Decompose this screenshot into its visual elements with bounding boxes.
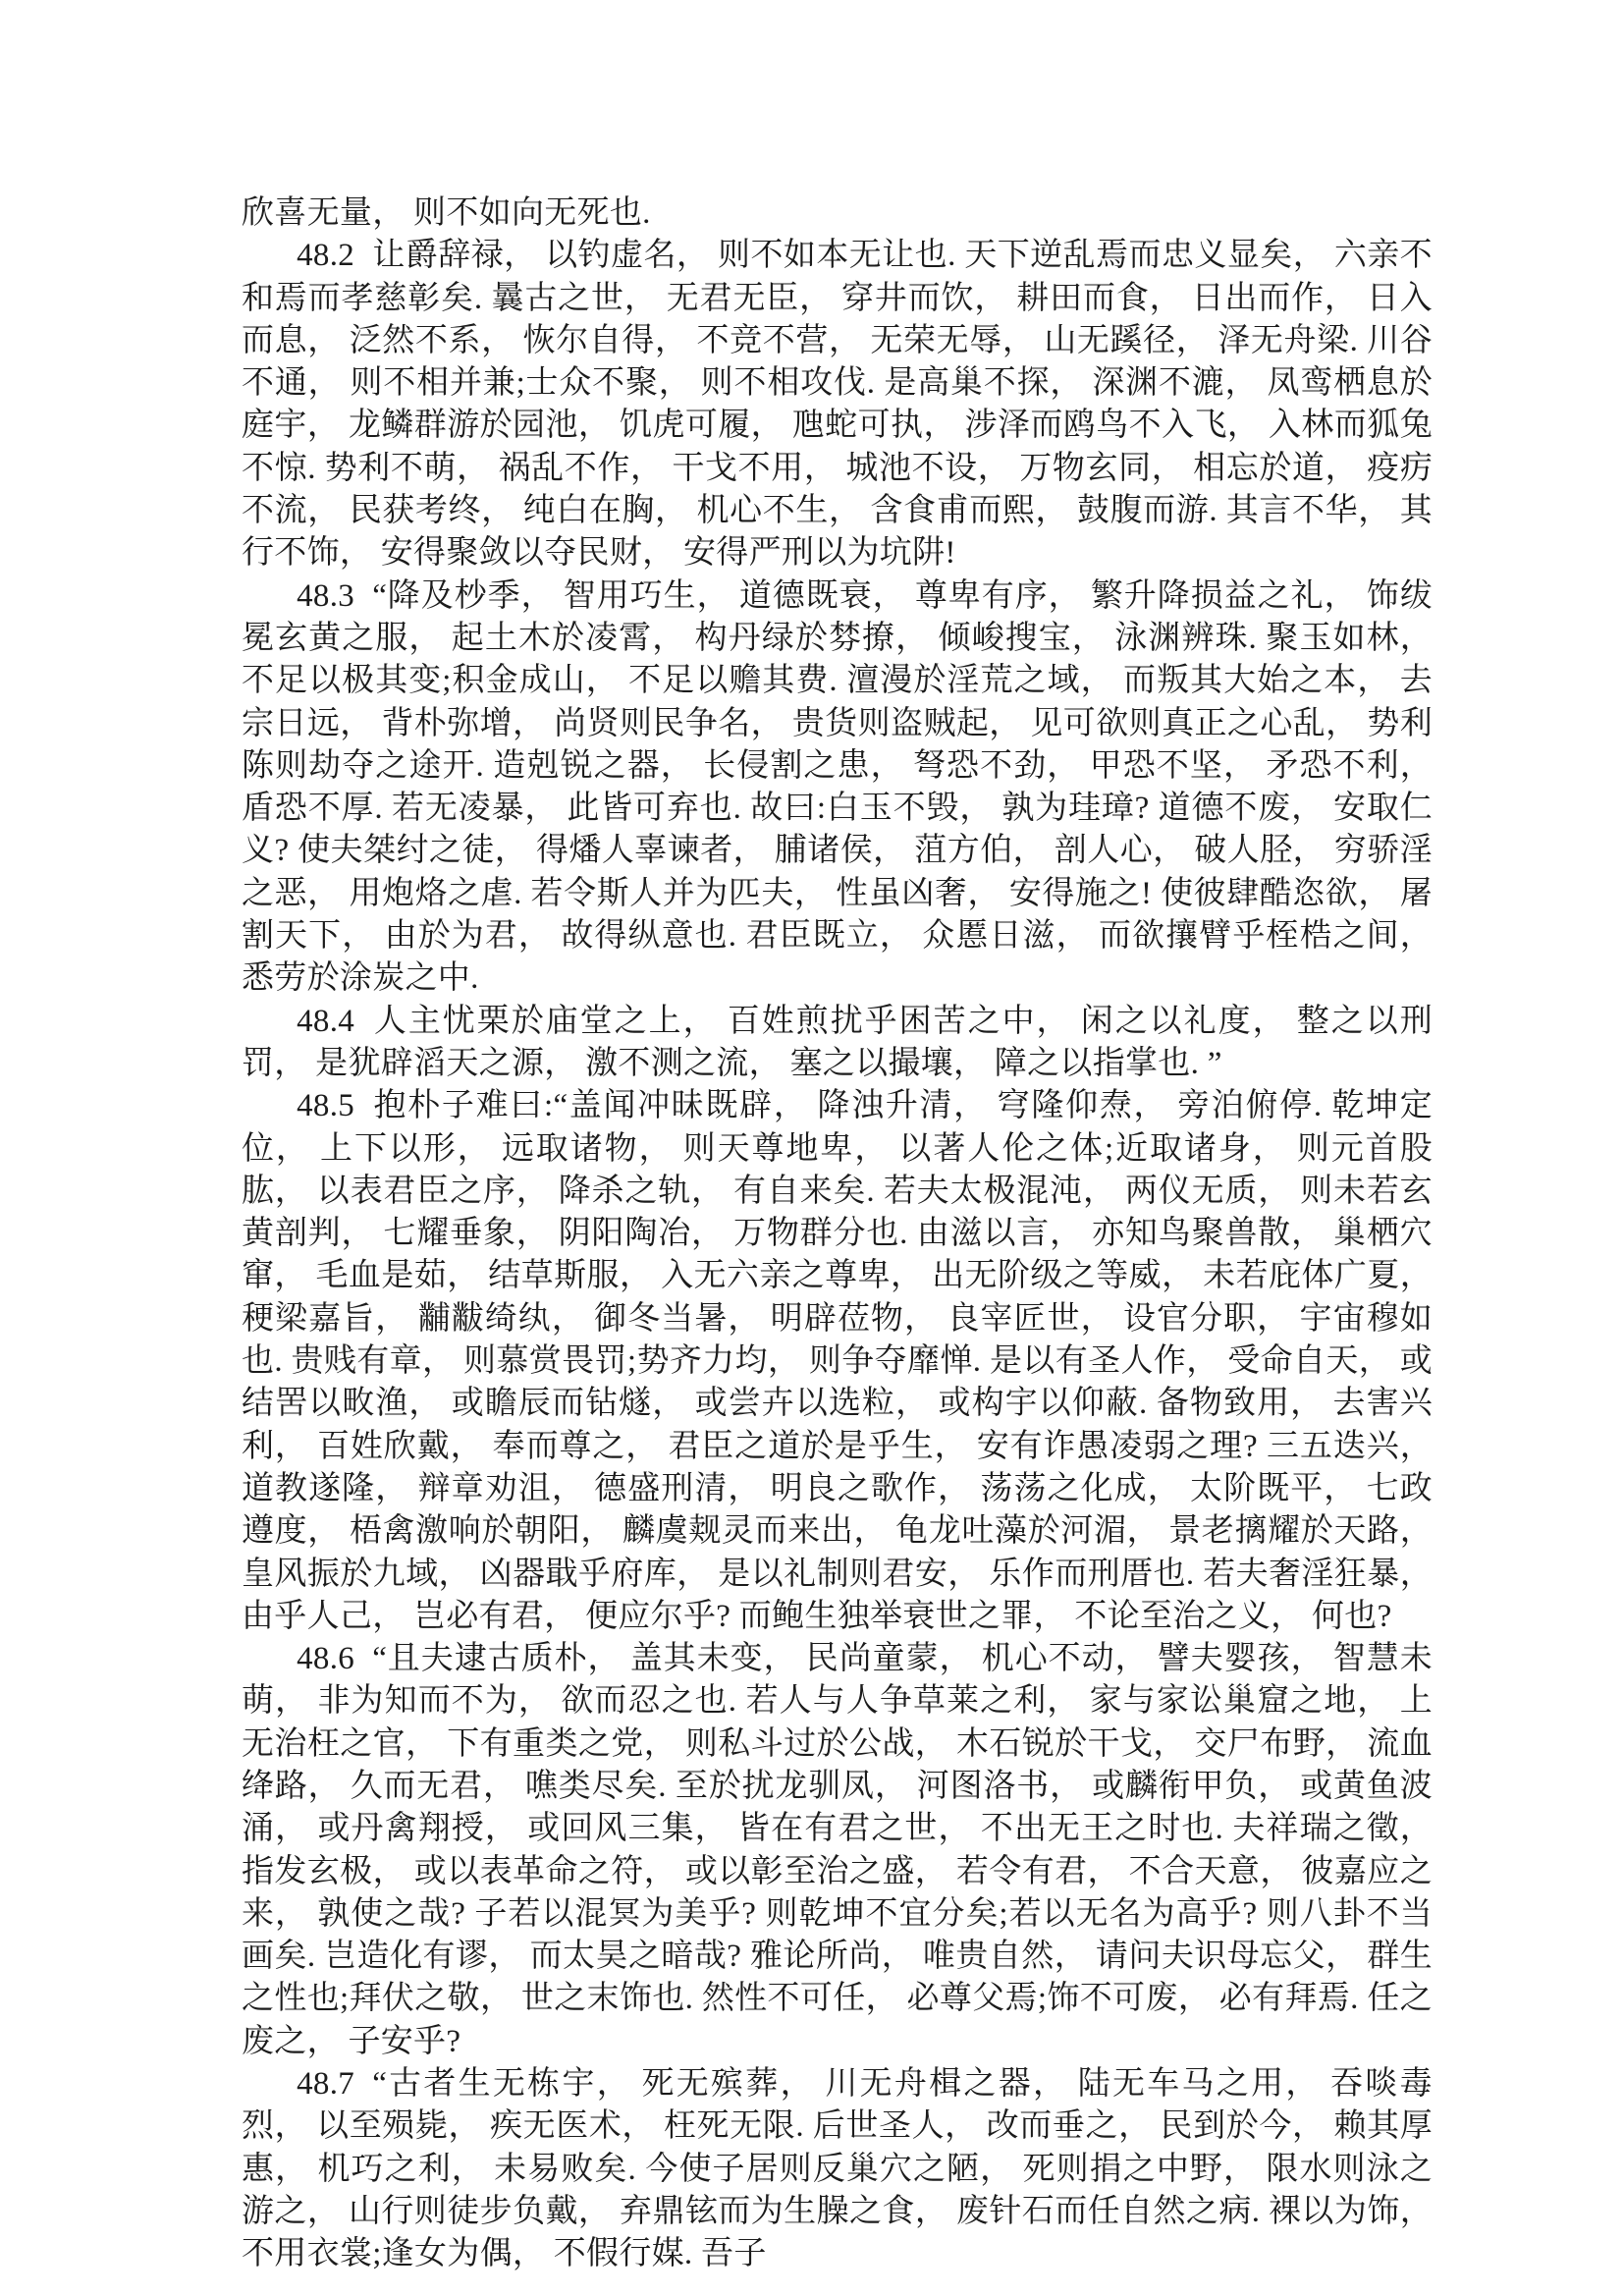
section-number: 48.6 — [297, 1641, 355, 1677]
section-number: 48.4 — [297, 1003, 355, 1039]
paragraph-text: 让爵辞禄， 以钓虚名， 则不如本无让也. 天下逆乱焉而忠义显矣， 六亲不和焉而孝慈彰矣. 曩古之世， 无君无臣， 穿井而饮， 耕田而食， 日出而作， 日入而息， 泛然不系， 恢尔自得， 不竞不营， 无荣无辱， 山无蹊径， 泽无舟梁. 川谷不通， 则不相并兼;士众不聚， 则不相攻伐. 是高巢不探， 深渊不漉， 凤鸾栖息於庭宇， 龙鳞群游於园池， 饥虎可履， 虺蛇可执， 涉泽而鸥鸟不入飞， 入林而狐兔不惊. 势利不萌， 祸乱不作， 干戈不用， 城池不设， 万物玄同， 相忘於道， 疫疠不流， 民获考终， 纯白在胸， 机心不生， 含食甫而熙， 鼓腹而游. 其言不华， 其行不饰， 安得聚敛以夺民财， 安得严刑以为坑阱! — [242, 238, 1433, 572]
paragraph-text: “古者生无栋宇， 死无殡葬， 川无舟楫之器， 陆无车马之用， 吞啖毒烈， 以至殒毙， 疾无医术， 枉死无限. 后世圣人， 改而垂之， 民到於今， 赖其厚惠， 机巧之利， 未易败矣. 今使子居则反巢穴之陋， 死则捐之中野， 限水则泳之游之， 山行则徒步负戴， 弃鼎铉而为生臊之食， 废针石而任自然之病. 裸以为饰， 不用衣裳;逢女为偶， 不假行媒. 吾子 — [242, 2066, 1433, 2272]
paragraph-text: “降及杪季， 智用巧生， 道德既衰， 尊卑有序， 繁升降损益之礼， 饰绂冕玄黄之服， 起土木於凌霄， 构丹绿於棼撩， 倾峻搜宝， 泳渊辨珠. 聚玉如林， 不足以极其变;积金成山， 不足以赡其费. 澶漫於淫荒之域， 而叛其大始之本， 去宗日远， 背朴弥增， 尚贤则民争名， 贵货则盗贼起， 见可欲则真正之心乱， 势利陈则劫夺之途开. 造剋锐之器， 长侵割之患， 弩恐不劲， 甲恐不坚， 矛恐不利， 盾恐不厚. 若无凌暴， 此皆可弃也. 故曰:白玉不毁， 孰为珪璋? 道德不废， 安取仁义? 使夫桀纣之徒， 得燔人辜谏者， 脯诸侯， 菹方伯， 剖人心， 破人胫， 穷骄淫之恶， 用炮烙之虐. 若令斯人并为匹夫， 性虽凶奢， 安得施之! 使彼肆酷恣欲， 屠割天下， 由於为君， 故得纵意也. 君臣既立， 众慝日滋， 而欲攘臂乎桎梏之间， 悉劳於涂炭之中. — [242, 577, 1433, 997]
paragraph-48-3 — [242, 575, 1433, 1001]
section-number: 48.2 — [297, 238, 355, 274]
paragraph-text: 抱朴子难曰:“盖闻冲昧既辟， 降浊升清， 穹隆仰焘， 旁泊俯停. 乾坤定位， 上下以形， 远取诸物， 则天尊地卑， 以著人伦之体;近取诸身， 则元首股肱， 以表君臣之序， 降杀之轨， 有自来矣. 若夫太极混沌， 两仪无质， 则未若玄黄剖判， 七耀垂象， 阴阳陶冶， 万物群分也. 由滋以言， 亦知鸟聚兽散， 巢栖穴窜， 毛血是茹， 结草斯服， 入无六亲之尊卑， 出无阶级之等威， 未若庇体广夏， 稉梁嘉旨， 黼黻绮纨， 御冬当暑， 明辟莅物， 良宰匠世， 设官分职， 宇宙穆如也. 贵贱有章， 则慕赏畏罚;势齐力均， 则争夺靡惮. 是以有圣人作， 受命自天， 或结罟以畋渔， 或瞻辰而钻燧， 或尝卉以选粒， 或构宇以仰蔽. 备物致用， 去害兴利， 百姓欣戴， 奉而尊之， 君臣之道於是乎生， 安有诈愚凌弱之理? 三五迭兴， 道教遂隆， 辩章劝沮， 德盛刑清， 明良之歌作， 荡荡之化成， 太阶既平， 七政遵度， 梧禽激响於朝阳， 麟虞觌灵而来出， 龟龙吐藻於河湄， 景老摛耀於天路， 皇风振於九域， 凶器戢乎府库， 是以礼制则君安， 乐作而刑厝也. 若夫奢淫狂暴， 由乎人己， 岂必有君， 便应尔乎? 而鲍生独举衰世之罪， 不论至治之义， 何也? — [242, 1088, 1433, 1634]
paragraph-48-4 — [242, 1001, 1433, 1086]
paragraph-text: 欣喜无量， 则不如向无死也. — [242, 195, 651, 231]
paragraph-48-7 — [242, 2063, 1433, 2275]
paragraph-continuation — [242, 192, 1433, 235]
paragraph-48-6 — [242, 1638, 1433, 2063]
section-number: 48.5 — [297, 1088, 355, 1124]
paragraph-text: 人主忧栗於庙堂之上， 百姓煎扰乎困苦之中， 闲之以礼度， 整之以刑罚， 是犹辟滔天之源， 激不测之流， 塞之以撮壤， 障之以指掌也. ” — [242, 1003, 1433, 1081]
paragraph-text: “且夫逮古质朴， 盖其未变， 民尚童蒙， 机心不动， 譬夫婴孩， 智慧未萌， 非为知而不为， 欲而忍之也. 若人与人争草莱之利， 家与家讼巢窟之地， 上无治枉之官， 下有重类之党， 则私斗过於公战， 木石锐於干戈， 交尸布野， 流血绛路， 久而无君， 噍类尽矣. 至於扰龙驯凤， 河图洛书， 或麟衔甲负， 或黄鱼波涌， 或丹禽翔授， 或回风三集， 皆在有君之世， 不出无王之时也. 夫祥瑞之徵， 指发玄极， 或以表革命之符， 或以彰至治之盛， 若令有君， 不合天意， 彼嘉应之来， 孰使之哉? 子若以混冥为美乎? 则乾坤不宜分矣;若以无名为高乎? 则八卦不当画矣. 岂造化有谬， 而太昊之暗哉? 雅论所尚， 唯贵自然， 请问夫识母忘父， 群生之性也;拜伏之敬， 世之末饰也. 然性不可任， 必尊父焉;饰不可废， 必有拜焉. 任之废之， 子安乎? — [242, 1641, 1433, 2059]
paragraph-48-2 — [242, 235, 1433, 574]
section-number: 48.3 — [297, 577, 355, 614]
paragraph-48-5 — [242, 1085, 1433, 1638]
section-number: 48.7 — [297, 2066, 355, 2103]
text-block — [242, 192, 1433, 2276]
